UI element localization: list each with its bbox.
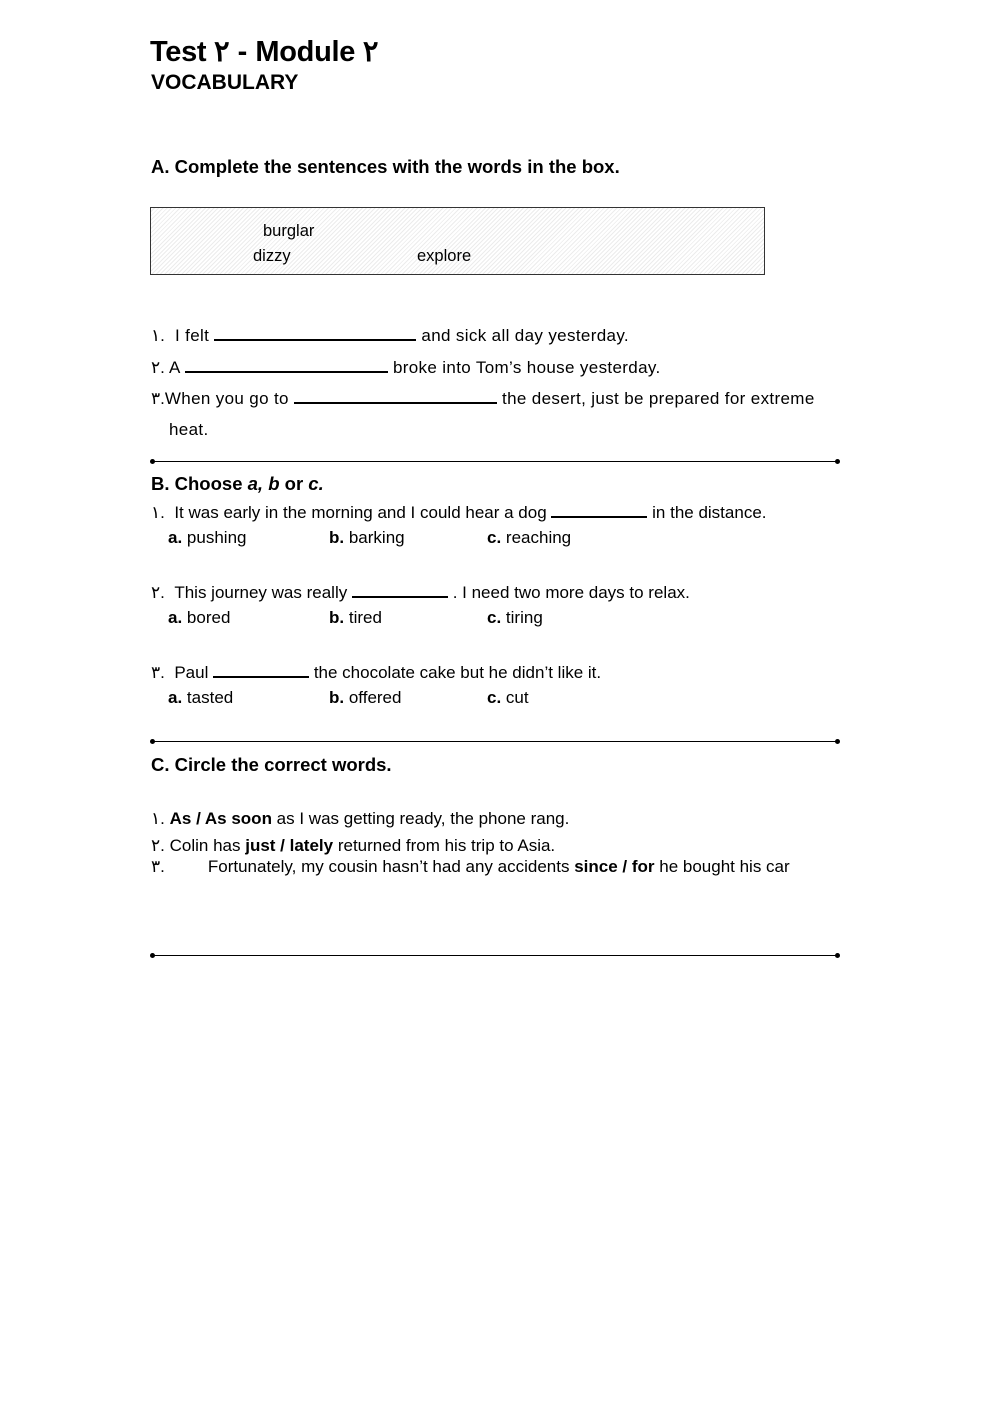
choice-option[interactable]: for [631,857,655,876]
option-letter: a. [168,688,183,707]
option-c[interactable] [487,528,571,548]
choice-option[interactable]: lately [289,836,334,855]
question-text: It was early in the morning and I could hear a dog [174,503,547,522]
question-text: and sick all day yesterday. [421,326,629,345]
option-letter: c. [487,528,502,547]
answer-blank[interactable] [551,502,647,518]
option-b[interactable] [329,688,401,708]
option-letter: c. [487,688,502,707]
heading-text: or [279,473,309,494]
question-b2 [151,582,690,603]
word-box-item: burglar [263,222,315,240]
question-text: Paul [174,663,209,682]
option-b[interactable] [329,608,382,628]
question-number: ٣. [151,663,165,682]
word-box-item: dizzy [253,247,291,265]
option-text: tasted [186,688,234,707]
section-b-heading [151,473,324,495]
option-letter: b. [329,528,345,547]
answer-blank[interactable] [185,357,388,373]
question-text: in the distance. [652,503,767,522]
option-a[interactable] [168,608,230,628]
option-text: tired [348,608,382,627]
word-box [150,207,765,275]
option-text: barking [348,528,405,547]
option-letter: a. [168,528,183,547]
question-text: When you go to [164,389,289,408]
question-a3 [151,388,815,409]
section-divider [152,741,838,742]
question-c2 [151,836,555,856]
question-text: he bought his car [654,857,790,876]
word-box-item: explore [417,247,472,265]
question-text: the desert, just be prepared for extreme [502,389,815,408]
question-text: This journey was really [174,583,348,602]
option-b[interactable] [329,528,405,548]
question-c3 [151,857,790,877]
question-text: the chocolate cake but he didn’t like it. [313,663,602,682]
answer-blank[interactable] [213,662,309,678]
question-a1 [151,325,629,346]
heading-letters: c. [308,473,324,494]
choice-option[interactable]: since [574,857,618,876]
choice-option[interactable]: just [245,836,276,855]
option-text: tiring [505,608,543,627]
heading-text: B. Choose [151,473,248,494]
question-number: ١. [151,326,165,345]
option-text: bored [186,608,231,627]
option-a[interactable] [168,688,233,708]
question-text: as I was getting ready, the phone rang. [271,809,570,828]
section-a-heading: A. Complete the sentences with the words in the box. [151,156,620,177]
section-c-heading: C. Circle the correct words. [151,754,392,775]
question-a2 [151,357,661,378]
answer-blank[interactable] [214,325,416,341]
option-text: reaching [505,528,572,547]
option-letter: b. [329,608,345,627]
question-a3-continuation: heat. [169,420,209,439]
section-divider [152,461,838,462]
option-text: cut [505,688,529,707]
question-b1 [151,502,767,523]
question-b3 [151,662,601,683]
question-number: ١. [151,503,165,522]
option-letter: a. [168,608,183,627]
answer-blank[interactable] [294,388,497,404]
option-c[interactable] [487,608,543,628]
question-text: A [169,358,180,377]
option-letter: c. [487,608,502,627]
option-text: offered [348,688,402,707]
page-title: Test ٢ - Module ٢ [150,36,379,68]
heading-letters: a, b [247,473,280,494]
question-text: Colin has [169,836,246,855]
question-number: ٢. [151,836,165,855]
question-text: I felt [175,326,210,345]
question-number: ٣. [151,389,165,408]
choice-separator: / [191,809,205,828]
option-letter: b. [329,688,345,707]
question-number: ٢. [151,583,165,602]
choice-option[interactable]: As [169,809,192,828]
answer-blank[interactable] [352,582,448,598]
choice-separator: / [617,857,632,876]
question-number: ٣. [151,857,165,876]
section-divider [152,955,838,956]
option-c[interactable] [487,688,529,708]
question-c1 [151,809,569,829]
option-text: pushing [186,528,247,547]
question-text: Fortunately, my cousin hasn’t had any accidents [207,857,575,876]
question-text: returned from his trip to Asia. [333,836,556,855]
question-text: . I need two more days to relax. [452,583,690,602]
question-text: broke into Tom’s house yesterday. [392,358,661,377]
page-subtitle: VOCABULARY [151,71,299,94]
option-a[interactable] [168,528,246,548]
question-number: ٢. [151,358,165,377]
question-number: ١. [151,809,165,828]
choice-separator: / [275,836,290,855]
choice-option[interactable]: As soon [204,809,272,828]
